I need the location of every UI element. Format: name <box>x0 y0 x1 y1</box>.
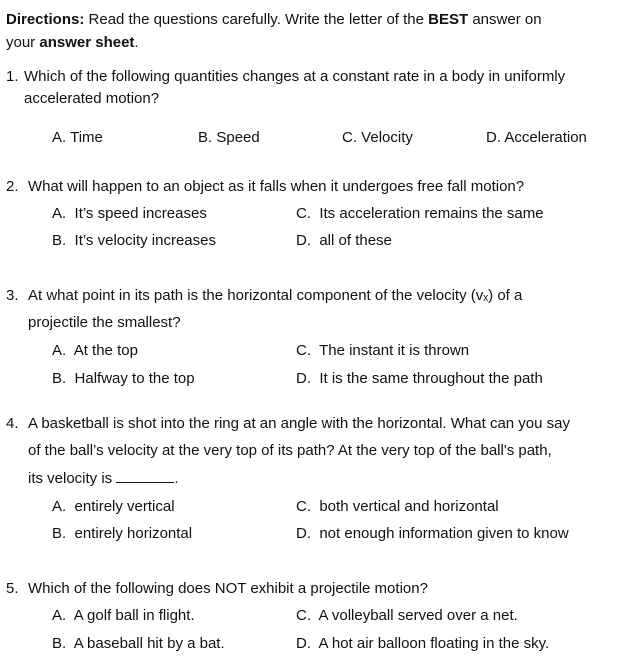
question-number: 5. <box>6 580 19 597</box>
choice-d: D. not enough information given to know <box>296 525 569 542</box>
choice-b: B. Halfway to the top <box>52 370 195 387</box>
question-number: 4. <box>6 415 19 432</box>
question-text: accelerated motion? <box>24 90 160 107</box>
answer-sheet-emphasis: answer sheet <box>39 34 135 51</box>
choice-d: D. all of these <box>296 232 392 249</box>
directions-line2-start: your <box>6 34 40 51</box>
answer-blank <box>116 470 174 483</box>
choice-d: D. It is the same throughout the path <box>296 370 543 387</box>
question-text: A basketball is shot into the ring at an angle with the horizontal. What can you say <box>28 415 570 432</box>
choice-c: C. Its acceleration remains the same <box>296 205 544 222</box>
question-text: its velocity is . <box>28 470 179 487</box>
question-text: Which of the following quantities changes at a constant rate in a body in uniformly <box>24 68 566 85</box>
question-text: Which of the following does NOT exhibit a projectile motion? <box>28 580 428 597</box>
choice-c: C. A volleyball served over a net. <box>296 607 518 624</box>
question-text: At what point in its path is the horizontal component of the velocity (vₓ) of a <box>28 287 523 304</box>
question-text: What will happen to an object as it falls when it undergoes free fall motion? <box>28 178 525 195</box>
choice-c: C. The instant it is thrown <box>296 342 470 359</box>
question-text: of the ball’s velocity at the very top of its path? At the very top of the ball's path, <box>28 442 552 459</box>
choice-b: B. It’s velocity increases <box>52 232 216 249</box>
choice-d: D. Acceleration <box>486 129 587 146</box>
question-number: 1. <box>6 68 19 85</box>
directions-line2-end: . <box>134 34 139 51</box>
choice-a: A. It’s speed increases <box>52 205 207 222</box>
directions-line-2 <box>6 33 139 53</box>
choice-a: A. A golf ball in flight. <box>52 607 195 624</box>
question-number: 2. <box>6 178 19 195</box>
directions-text: Read the questions carefully. Write the letter of the <box>84 11 429 28</box>
choice-b: B. entirely horizontal <box>52 525 193 542</box>
choice-a: A. At the top <box>52 342 138 359</box>
best-emphasis: BEST <box>428 11 469 28</box>
choice-d: D. A hot air balloon floating in the sky. <box>296 635 550 652</box>
question-number: 3. <box>6 287 19 304</box>
directions-label: Directions: <box>6 11 85 28</box>
choice-b: B. Speed <box>198 129 260 146</box>
choice-a: A. Time <box>52 129 103 146</box>
choice-c: C. both vertical and horizontal <box>296 498 499 515</box>
choice-c: C. Velocity <box>342 129 413 146</box>
directions-line-1 <box>6 10 542 30</box>
choice-a: A. entirely vertical <box>52 498 175 515</box>
choice-b: B. A baseball hit by a bat. <box>52 635 225 652</box>
directions-text-end: answer on <box>468 11 542 28</box>
question-text: projectile the smallest? <box>28 314 181 331</box>
